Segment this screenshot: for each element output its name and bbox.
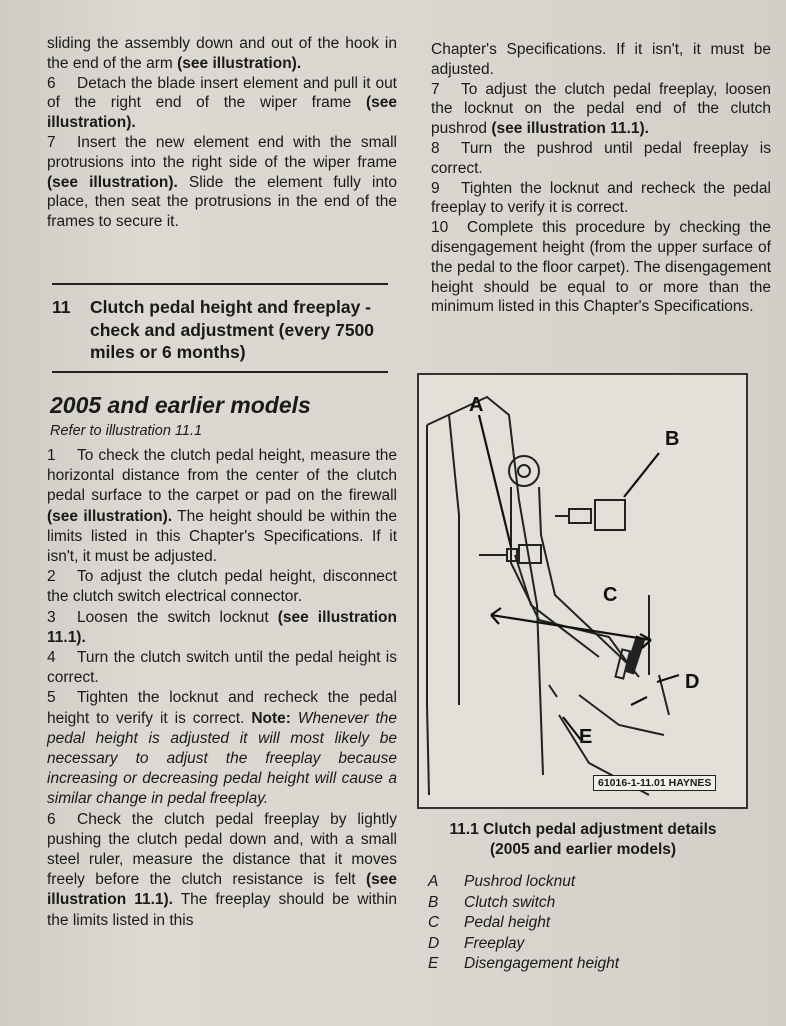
step-9 (431, 179, 771, 219)
step-text: To check the clutch pedal height, measure the horizontal distance from the center of the clutch pedal surface to the carpet or pad on the firewall (47, 447, 397, 505)
left-column-steps (47, 446, 397, 931)
continued-text: Chapter's Specifications. If it isn't, it must be adjusted. (431, 41, 771, 78)
step-2 (47, 567, 397, 607)
note-label: Note: (251, 709, 291, 727)
step-text: Check the clutch pedal freeplay by lightly pushing the clutch pedal down and, with a small steel ruler, measure the distance that it moves freely before the clutch resistance is felt (47, 810, 397, 889)
legend-key: C (428, 914, 440, 931)
step-3 (47, 608, 397, 648)
legend-item (428, 913, 619, 934)
illustration-ref: (see illustration). (47, 94, 397, 132)
step-10 (431, 218, 771, 317)
step-1 (47, 446, 397, 567)
step-text: Turn the pushrod until pedal freeplay is correct. (431, 139, 771, 177)
step-6 (47, 810, 397, 931)
legend-text: Pushrod locknut (464, 873, 576, 890)
legend-key: D (428, 934, 440, 952)
legend-item (428, 934, 619, 955)
legend-item (428, 872, 619, 893)
section-number: 11 (52, 297, 71, 317)
step-7 (431, 80, 771, 139)
paragraph-text: sliding the assembly down and out of the hook in the end of the arm (47, 35, 397, 72)
illustration-ref: (see illustration 11.1). (47, 608, 397, 646)
step-number: 6 (47, 74, 56, 92)
figure-label-b: B (665, 428, 680, 450)
illustration-reference: Refer to illustration 11.1 (50, 423, 203, 439)
section-rule-bottom (52, 371, 388, 373)
section-title: Clutch pedal height and freeplay - check and adjustment (every 7500 miles or 6 months) (90, 297, 375, 362)
step-text: To adjust the clutch pedal freeplay, loosen the locknut on the pedal end of the clutch pushrod (431, 80, 771, 138)
step-text: Tighten the locknut and recheck the pedal height to verify it is correct. (47, 689, 397, 727)
legend-text: Clutch switch (464, 893, 556, 911)
figure-label-d: D (685, 671, 700, 693)
step-text: Loosen the switch locknut (77, 608, 269, 626)
step-text: Complete this procedure by checking the disengagement height (from the upper surface of the pedal to the floor carpet). The disengagement height should be equal to or more than the minimum listed in this Chapter's Specifications. (431, 219, 771, 316)
legend-item (428, 893, 619, 914)
step-text: Turn the clutch switch until the pedal height is correct. (47, 649, 397, 687)
step-number: 1 (47, 447, 56, 464)
legend-text: Disengagement height (464, 955, 620, 972)
step-4 (47, 648, 397, 688)
step-text: The freeplay should be within the limits listed in this (47, 891, 397, 929)
step-number: 9 (431, 179, 440, 197)
section-rule-top (52, 283, 388, 285)
legend-key: E (428, 955, 439, 972)
step-number: 10 (431, 219, 449, 237)
step-number: 2 (47, 568, 56, 586)
section-heading (52, 296, 392, 364)
illustration-ref: (see illustration). (177, 54, 302, 72)
illustration-ref: (see illustration 11.1). (491, 120, 649, 138)
step-number: 6 (47, 810, 56, 828)
legend-text: Pedal height (464, 914, 551, 931)
clutch-pedal-illustration (417, 373, 748, 809)
figure-legend (428, 872, 619, 975)
subheading: 2005 and earlier models (50, 392, 311, 418)
figure-label-a: A (469, 394, 484, 416)
right-column (431, 40, 771, 317)
paragraph-text: Insert the new element end with the small protrusions into the right side of the wiper frame (47, 133, 397, 171)
paragraph-intro (47, 34, 397, 74)
illustration-ref: (see illustration). (47, 507, 173, 525)
legend-item (428, 954, 619, 975)
legend-key: B (428, 893, 439, 911)
paragraph-text: Slide the element fully into place, then seat the protrusions in the end of the frames to secure it. (47, 173, 397, 231)
step-number: 7 (431, 80, 440, 98)
paragraph-7 (47, 133, 397, 232)
illustration-ref: (see illustration 11.1). (47, 871, 397, 909)
step-number: 5 (47, 689, 56, 707)
figure-code: 61016-1-11.01 HAYNES (593, 775, 716, 791)
step-5 (47, 688, 397, 809)
caption-line-1: 11.1 Clutch pedal adjustment details (449, 821, 717, 838)
figure-caption (418, 820, 748, 860)
paragraph-text: Detach the blade insert element and pull it out of the right end of the wiper frame (47, 74, 397, 112)
note-text: Whenever the pedal height is adjusted it will most likely be necessary to adjust the freeplay because increasing or decreasing pedal height will cause a similar change in pedal freeplay. (47, 709, 397, 808)
step-number: 7 (47, 133, 56, 151)
legend-text: Freeplay (464, 934, 525, 952)
step-8 (431, 139, 771, 179)
step-number: 4 (47, 649, 56, 667)
figure-label-e: E (579, 726, 593, 748)
step-number: 3 (47, 608, 56, 626)
left-column-top (47, 34, 397, 232)
step-text: The height should be within the limits listed in this Chapter's Specifications. If it isn't, it must be adjusted. (47, 507, 397, 566)
illustration-ref: (see illustration). (47, 173, 178, 191)
paragraph-6 (47, 74, 397, 133)
clutch-pedal-drawing (419, 375, 746, 807)
step-text: Tighten the locknut and recheck the pedal freeplay to verify it is correct. (431, 179, 771, 217)
step-text: To adjust the clutch pedal height, disconnect the clutch switch electrical connector. (47, 568, 397, 606)
legend-key: A (428, 873, 439, 890)
figure-label-c: C (603, 584, 618, 606)
caption-line-2: (2005 and earlier models) (489, 841, 677, 858)
step-number: 8 (431, 139, 440, 157)
